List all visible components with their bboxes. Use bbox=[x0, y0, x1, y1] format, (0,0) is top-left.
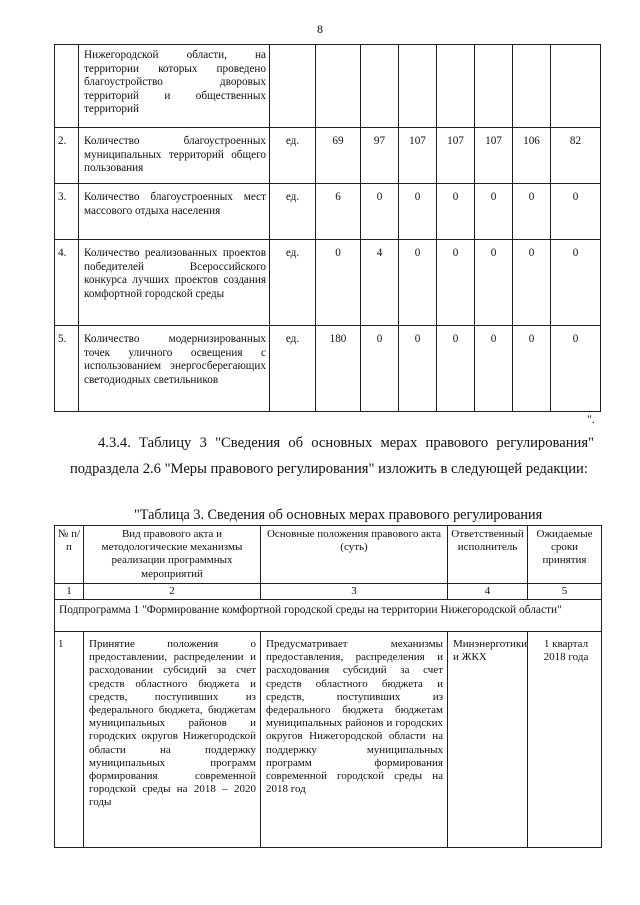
subprogram-title: Подпрограмма 1 "Формирование комфортной городской среды на территории Нижегородской области" bbox=[55, 600, 602, 632]
unit-cell bbox=[270, 45, 316, 128]
header-cell: Основные положения правового акта (суть) bbox=[261, 526, 448, 584]
index-cell: 5 bbox=[528, 583, 602, 599]
indicator-name: Количество реализованных проектов победителей Всероссийского конкурса лучших проектов создания комфортной городской среды bbox=[79, 240, 270, 326]
page-number: 8 bbox=[317, 22, 323, 36]
table-title: "Таблица 3. Сведения об основных мерах правового регулирования bbox=[134, 507, 543, 523]
value-cell bbox=[437, 45, 475, 128]
legal-measures-table bbox=[54, 525, 602, 848]
row-number: 3. bbox=[55, 184, 79, 240]
row-number: 4. bbox=[55, 240, 79, 326]
row-number: 5. bbox=[55, 326, 79, 412]
amendment-paragraph: 4.3.4. Таблицу 3 "Сведения об основных мерах правового регулирования" подраздела 2.6 "Меры правового регулирования" изложить в следующей редакции: bbox=[70, 435, 594, 477]
value-cell: 0 bbox=[513, 240, 551, 326]
value-cell: 0 bbox=[316, 240, 361, 326]
act-essence-cell: Предусматривает механизмы предоставления, распределения и расходования субсидий за счет средств областного бюджета и средств, поступивших из федерального бюджета бюджетам муниципальных районов и городских округов Нижегородской области на поддержку муниципальных программ формирования современной городской среды на 2018 год bbox=[261, 632, 448, 848]
act-type-cell: Принятие положения о предоставлении, распределении и расходовании субсидий за счет средств областного бюджета и средств, поступивших из федерального бюджета, бюджетам муниципальных районов и городских округов Нижегородской области на поддержку муниципальных программ формирования современной городской среды на 2018 – 2020 годы bbox=[84, 632, 261, 848]
value-cell: 0 bbox=[475, 240, 513, 326]
value-cell: 0 bbox=[551, 184, 601, 240]
indicator-name: Количество благоустроенных муниципальных территорий общего пользования bbox=[79, 128, 270, 184]
indicator-name: Количество благоустроенных мест массового отдыха населения bbox=[79, 184, 270, 240]
table-row bbox=[55, 184, 601, 240]
table-row bbox=[55, 632, 602, 848]
value-cell bbox=[551, 45, 601, 128]
value-cell: 0 bbox=[475, 326, 513, 412]
deadline-cell: 1 квартал 2018 года bbox=[528, 632, 602, 848]
value-cell: 107 bbox=[399, 128, 437, 184]
value-cell: 0 bbox=[437, 184, 475, 240]
value-cell: 0 bbox=[551, 240, 601, 326]
value-cell: 69 bbox=[316, 128, 361, 184]
value-cell bbox=[513, 45, 551, 128]
value-cell: 6 bbox=[316, 184, 361, 240]
unit-cell: ед. bbox=[270, 240, 316, 326]
value-cell: 0 bbox=[551, 326, 601, 412]
index-cell: 2 bbox=[84, 583, 261, 599]
table-row bbox=[55, 45, 601, 128]
index-cell: 4 bbox=[448, 583, 528, 599]
value-cell bbox=[316, 45, 361, 128]
value-cell: 0 bbox=[399, 326, 437, 412]
indicator-name: Количество модернизированных точек уличного освещения с использованием энергосберегающих светодиодных светильников bbox=[79, 326, 270, 412]
value-cell: 0 bbox=[399, 240, 437, 326]
value-cell: 0 bbox=[513, 326, 551, 412]
value-cell: 106 bbox=[513, 128, 551, 184]
header-cell: Ответственный исполнитель bbox=[448, 526, 528, 584]
indicators-table bbox=[54, 44, 601, 412]
value-cell bbox=[361, 45, 399, 128]
value-cell: 107 bbox=[437, 128, 475, 184]
unit-cell: ед. bbox=[270, 326, 316, 412]
value-cell: 0 bbox=[513, 184, 551, 240]
header-cell: Вид правового акта и методологические механизмы реализации программных мероприятий bbox=[84, 526, 261, 584]
index-cell: 3 bbox=[261, 583, 448, 599]
table-row bbox=[55, 326, 601, 412]
index-row bbox=[55, 583, 602, 599]
value-cell bbox=[475, 45, 513, 128]
row-number bbox=[55, 45, 79, 128]
subprogram-row bbox=[55, 600, 602, 632]
value-cell: 0 bbox=[437, 240, 475, 326]
unit-cell: ед. bbox=[270, 128, 316, 184]
value-cell: 107 bbox=[475, 128, 513, 184]
header-cell: № п/п bbox=[55, 526, 84, 584]
value-cell: 4 bbox=[361, 240, 399, 326]
closing-quote: ". bbox=[587, 412, 595, 426]
value-cell: 0 bbox=[475, 184, 513, 240]
table-row bbox=[55, 240, 601, 326]
row-number: 2. bbox=[55, 128, 79, 184]
table-row bbox=[55, 128, 601, 184]
value-cell: 180 bbox=[316, 326, 361, 412]
indicator-name: Нижегородской области, на территории которых проведено благоустройство дворовых территорий и общественных территорий bbox=[79, 45, 270, 128]
value-cell: 0 bbox=[361, 184, 399, 240]
value-cell: 0 bbox=[399, 184, 437, 240]
row-number: 1 bbox=[55, 632, 84, 848]
value-cell: 0 bbox=[437, 326, 475, 412]
unit-cell: ед. bbox=[270, 184, 316, 240]
value-cell: 82 bbox=[551, 128, 601, 184]
index-cell: 1 bbox=[55, 583, 84, 599]
header-cell: Ожидаемые сроки принятия bbox=[528, 526, 602, 584]
value-cell: 97 bbox=[361, 128, 399, 184]
responsible-cell: Минэнерготики и ЖКХ bbox=[448, 632, 528, 848]
value-cell bbox=[399, 45, 437, 128]
header-row bbox=[55, 526, 602, 584]
value-cell: 0 bbox=[361, 326, 399, 412]
